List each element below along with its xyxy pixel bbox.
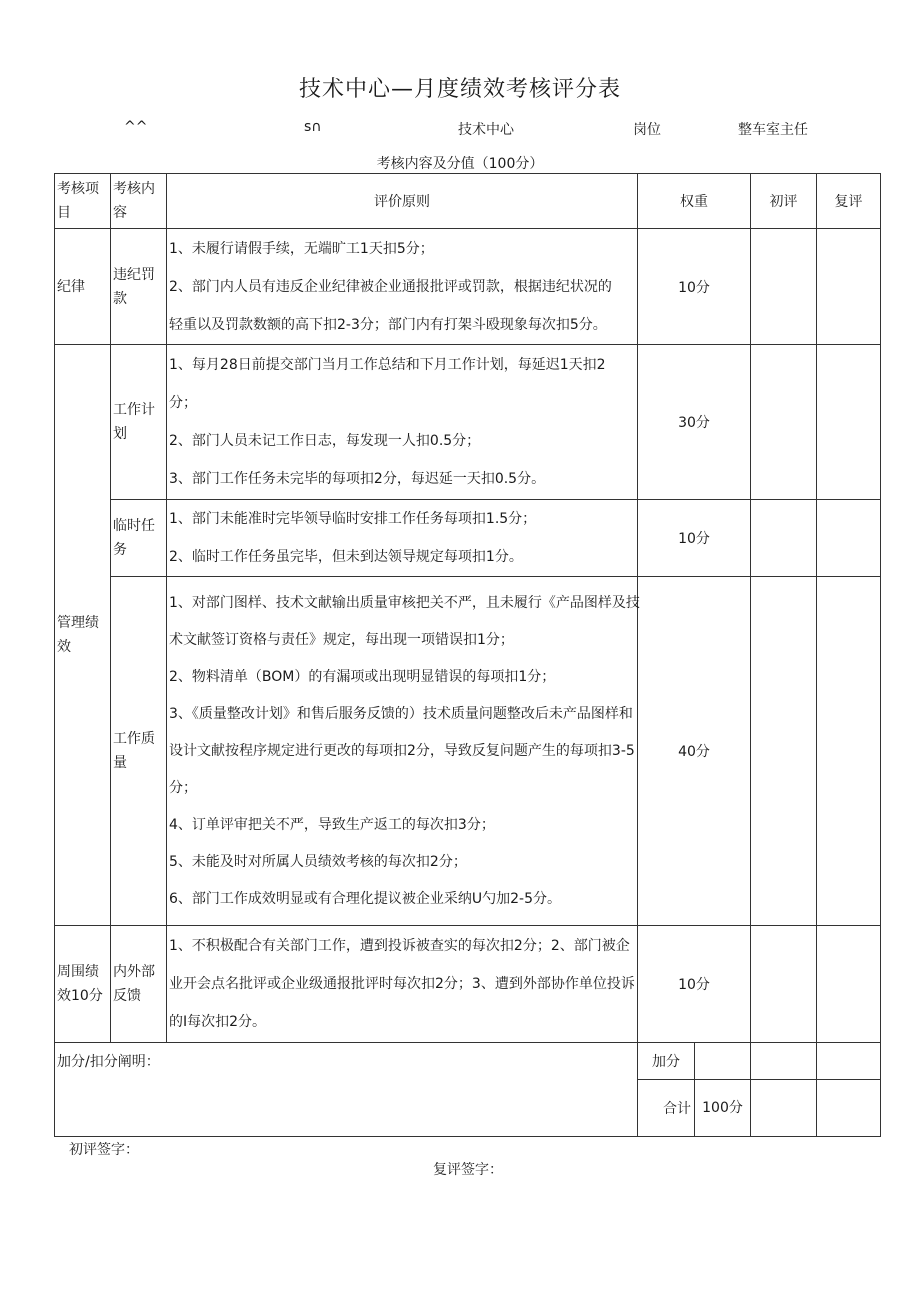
second-review-cell: [817, 926, 881, 1043]
total-label: 合计: [638, 1080, 695, 1137]
criteria-line: 4、订单评审把关不严，导致生产返工的每次扣3分；: [169, 816, 495, 833]
criteria-line: 6、部门工作成效明显或有合理化提议被企业采纳U勺加2-5分。: [169, 890, 562, 907]
header-second-review: 复评: [817, 174, 881, 229]
post-value: 整车室主任: [738, 122, 808, 138]
second-review-cell: [817, 345, 881, 500]
header-row: [55, 174, 881, 229]
sub-feedback: 内外部反馈: [111, 926, 167, 1043]
total-second-cell: [817, 1080, 881, 1137]
criteria-line: 2、部门人员未记工作日志，每发现一人扣0.5分；: [169, 433, 481, 449]
header-item: 考核项目: [55, 174, 111, 229]
first-review-cell: [751, 229, 817, 345]
criteria-temporary-tasks: [167, 500, 638, 577]
criteria-line: 1、未履行请假手续，无端旷工1天扣5分；: [169, 240, 434, 257]
table-subtitle: 考核内容及分值（100分）: [376, 156, 544, 172]
category-management: 管理绩效: [55, 345, 111, 926]
criteria-line: 业开会点名批评或企业级通报批评时每次扣2分；3、遭到外部协作单位投诉: [169, 976, 635, 992]
bonus-second-cell: [817, 1043, 881, 1080]
criteria-discipline: [167, 229, 638, 345]
second-review-cell: [817, 229, 881, 345]
criteria-line: 1、不积极配合有关部门工作，遭到投诉被查实的每次扣2分；2、部门被企: [169, 938, 630, 954]
criteria-line: 轻重以及罚款数额的高下扣2-3分；部门内有打架斗殴现象每次扣5分。: [169, 316, 607, 333]
sub-violation-fine: 违纪罚款: [111, 229, 167, 345]
header-principle: 评价原则: [167, 174, 638, 229]
sub-temporary-tasks: 临时任务: [111, 500, 167, 577]
weight-cell: 10分: [638, 500, 751, 577]
first-review-cell: [751, 926, 817, 1043]
weight-cell: 10分: [638, 926, 751, 1043]
bonus-first-cell: [751, 1043, 817, 1080]
criteria-work-quality: [167, 577, 638, 926]
criteria-line: 术文献签订资格与责任》规定，每出现一项错误扣1分；: [169, 631, 514, 648]
first-review-signature: 初评签字：: [69, 1142, 139, 1158]
criteria-line: 3、《质量整改计划》和售后服务反馈的）技术质量问题整改后未产品图样和: [169, 705, 633, 722]
bonus-weight-cell: [695, 1043, 751, 1080]
first-review-cell: [751, 577, 817, 926]
header-first-review: 初评: [751, 174, 817, 229]
table-row: [55, 577, 881, 926]
criteria-work-plan: [167, 345, 638, 500]
sub-work-plan: 工作计划: [111, 345, 167, 500]
bonus-row: [55, 1043, 881, 1080]
criteria-line: 的I每次扣2分。: [169, 1014, 267, 1030]
meta-field-1: ^^: [124, 119, 148, 135]
total-first-cell: [751, 1080, 817, 1137]
second-review-signature: 复评签字：: [433, 1162, 503, 1178]
meta-field-2: s∩: [304, 119, 322, 135]
criteria-line: 2、临时工作任务虽完毕，但未到达领导规定每项扣1分。: [169, 549, 523, 565]
header-content: 考核内容: [111, 174, 167, 229]
category-discipline: 纪律: [55, 229, 111, 345]
bonus-label: 加分: [638, 1043, 695, 1080]
first-review-cell: [751, 500, 817, 577]
weight-cell: 40分: [638, 577, 751, 926]
header-weight: 权重: [638, 174, 751, 229]
assessment-table: [54, 173, 881, 1137]
first-review-cell: [751, 345, 817, 500]
post-label: 岗位: [633, 122, 661, 138]
criteria-line: 5、未能及时对所属人员绩效考核的每次扣2分；: [169, 853, 467, 870]
criteria-line: 1、每月28日前提交部门当月工作总结和下月工作计划，每延迟1天扣2: [169, 357, 606, 373]
criteria-external: [167, 926, 638, 1043]
table-row: [55, 345, 881, 500]
page-title: 技术中心—月度绩效考核评分表: [298, 77, 621, 102]
criteria-line: 2、物料清单（BOM）的有漏项或出现明显错误的每项扣1分；: [169, 668, 556, 685]
department-value: 技术中心: [458, 122, 514, 138]
second-review-cell: [817, 577, 881, 926]
weight-cell: 10分: [638, 229, 751, 345]
total-value: 100分: [695, 1080, 751, 1137]
criteria-line: 分；: [169, 395, 197, 411]
criteria-line: 3、部门工作任务未完毕的每项扣2分，每迟延一天扣0.5分。: [169, 471, 546, 487]
table-row: [55, 229, 881, 345]
criteria-line: 1、部门未能准时完毕领导临时安排工作任务每项扣1.5分；: [169, 511, 537, 527]
sub-work-quality: 工作质量: [111, 577, 167, 926]
criteria-line: 设计文献按程序规定进行更改的每项扣2分，导致反复问题产生的每项扣3-5: [169, 742, 635, 759]
criteria-line: 分；: [169, 779, 197, 796]
criteria-line: 2、部门内人员有违反企业纪律被企业通报批评或罚款，根据违纪状况的: [169, 278, 612, 295]
table-row: [55, 500, 881, 577]
weight-cell: 30分: [638, 345, 751, 500]
second-review-cell: [817, 500, 881, 577]
criteria-line: 1、对部门图样、技术文献输出质量审核把关不严，且未履行《产品图样及技: [169, 594, 640, 611]
table-row: [55, 926, 881, 1043]
explanation-cell: 加分/扣分阐明：: [55, 1043, 638, 1137]
category-external: 周围绩效10分: [55, 926, 111, 1043]
